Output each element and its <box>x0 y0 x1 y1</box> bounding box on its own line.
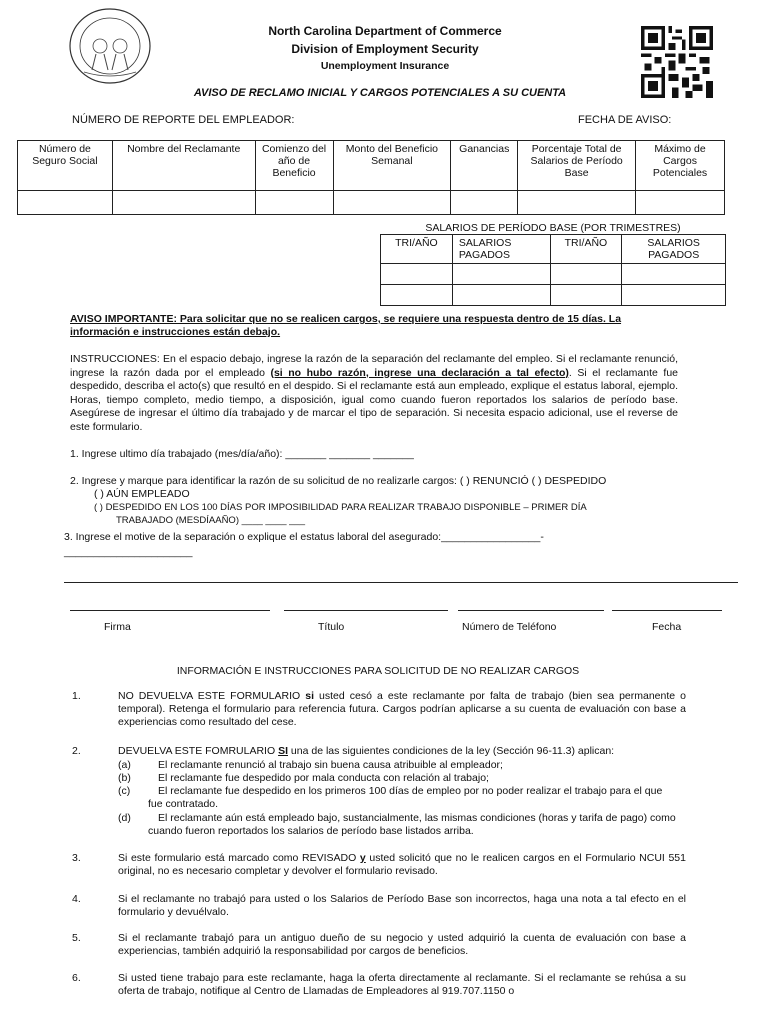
condition-letter: (b) <box>118 772 131 784</box>
col-quarter-year-2: TRI/AÑO <box>550 235 622 264</box>
info-item-number: 1. <box>72 690 81 702</box>
info-item-number: 6. <box>72 972 81 984</box>
phone-line[interactable] <box>458 610 604 611</box>
condition-text: El reclamante fue despedido en los primeros 100 días de empleo por no poder realizar el trabajo para el que fue contratado. <box>148 785 663 810</box>
col-claimant-name: Nombre del Reclamante <box>112 141 255 191</box>
dept-title: North Carolina Department of Commerce <box>268 24 502 38</box>
date-label: Fecha <box>652 621 682 633</box>
condition-letter: (c) <box>118 785 131 797</box>
separation-reason-line[interactable] <box>64 582 738 583</box>
col-benefit-year-begin: Comienzo del año de Beneficio <box>255 141 333 191</box>
info-item-3: Si este formulario está marcado como REVISADO y usted solicitó que no le realicen cargos en el Formulario NCUI 551 original, no es necesario completar y devolver el formulario revisado. <box>118 852 686 877</box>
instructions-part-c: . Si el reclamante fue despedido, describa el acto(s) que resultó en el despido. Si el reclamante está aun empleado, explique el estatus laboral, ejemplo. Horas, tiempo completo, medio tiempo, a disposición, igual como cuando fueron reportados los salarios de período base. Asegúrese de ingresar el último día trabajado y de marcar el tipo de separación. Si necesita espacio adicional, use el reverse de este formulario. <box>70 366 678 433</box>
info-section-title: INFORMACIÓN E INSTRUCCIONES PARA SOLICITUD DE NO REALIZAR CARGOS <box>176 665 580 677</box>
cell-wage[interactable] <box>550 285 622 306</box>
still-employed-option[interactable]: ( ) AÚN EMPLEADO <box>94 488 190 500</box>
col-wages-paid-1: SALARIOS PAGADOS <box>452 235 550 264</box>
info-item-1: NO DEVUELVA ESTE FORMULARIO si usted cesó a este reclamante por falta de trabajo (bien sea permanente o temporal). Retenga el formulario para referencia futura. Cargos podrían aplicarse a su cuenta de evaluación con base a experiencias como resultado del cese. <box>118 690 686 728</box>
cell-wage[interactable] <box>622 264 726 285</box>
cell-wage[interactable] <box>622 285 726 306</box>
condition-text: El reclamante renunció al trabajo sin buena causa atribuible al empleador; <box>158 759 503 771</box>
cell-earnings[interactable] <box>451 191 518 215</box>
cell-wage[interactable] <box>550 264 622 285</box>
cell-claimant-name[interactable] <box>112 191 255 215</box>
question-2 <box>70 475 606 527</box>
question-1: 1. Ingrese ultimo día trabajado (mes/día/año): _______ _______ _______ <box>70 448 414 460</box>
title-line[interactable] <box>284 610 448 611</box>
claim-table <box>17 140 725 215</box>
cell-wage[interactable] <box>452 264 550 285</box>
col-max-charges: Máximo de Cargos Potenciales <box>636 141 725 191</box>
cell-weekly-benefit[interactable] <box>333 191 451 215</box>
form-title: AVISO DE RECLAMO INICIAL Y CARGOS POTENCIALES A SU CUENTA <box>193 87 567 99</box>
cell-max-charges[interactable] <box>636 191 725 215</box>
info-item-4: Si el reclamante no trabajó para usted o los Salarios de Período Base son incorrectos, haga una nota a tal efecto en el formulario y devuélvalo. <box>118 893 686 918</box>
col-ssn: Número de Seguro Social <box>18 141 113 191</box>
col-base-period-pct: Porcentaje Total de Salarios de Período Base <box>518 141 636 191</box>
condition-text: El reclamante aún está empleado bajo, sustancialmente, las mismas condiciones (horas y tarifa de pago) como cuando fueron reportados los salarios de período base listados arriba. <box>148 812 676 837</box>
condition-letter: (d) <box>118 812 131 824</box>
important-notice-line2: información e instrucciones están debajo. <box>70 326 281 338</box>
nc-state-seal <box>62 6 158 86</box>
question-3-continued[interactable]: ______________________ <box>64 546 193 558</box>
cell-wage[interactable] <box>381 264 453 285</box>
discharged-100-days-option[interactable]: ( ) DESPEDIDO EN LOS 100 DÍAS POR IMPOSIBILIDAD PARA REALIZAR TRABAJO DISPONIBLE – PRIMER DÍA <box>94 502 587 513</box>
question-2-text: 2. Ingrese y marque para identificar la razón de su solicitud de no realizarle cargos: ( ) RENUNCIÓ ( ) DESPEDIDO <box>70 475 607 487</box>
question-3: 3. Ingrese el motive de la separación o explique el estatus laboral del asegurado:_________________- <box>64 531 544 543</box>
cell-ssn[interactable] <box>18 191 113 215</box>
program-title: Unemployment Insurance <box>320 60 450 72</box>
instructions-text <box>70 353 678 434</box>
info-item-number: 5. <box>72 932 81 944</box>
wages-table <box>380 234 726 306</box>
first-day-worked-field[interactable]: TRABAJADO (MESDÍAAÑO) ____ ____ ___ <box>116 515 306 526</box>
info-item-2: DEVUELVA ESTE FOMRULARIO SI una de las siguientes condiciones de la ley (Sección 96-11.3) aplican: <box>118 745 615 757</box>
info-item-number: 4. <box>72 893 81 905</box>
col-earnings: Ganancias <box>451 141 518 191</box>
condition-letter: (a) <box>118 759 131 771</box>
condition-text: El reclamante fue despedido por mala conducta con relación al trabajo; <box>158 772 489 784</box>
cell-wage[interactable] <box>381 285 453 306</box>
division-title: Division of Employment Security <box>291 42 479 56</box>
info-item-6: Si usted tiene trabajo para este reclamante, haga la oferta directamente al reclamante. Si el reclamante se rehúsa a su oferta de trabajo, notifique al Centro de Llamadas de Empleadores al 919.707.1150 o <box>118 972 686 997</box>
signature-label: Firma <box>104 621 131 633</box>
info-item-number: 3. <box>72 852 81 864</box>
cell-wage[interactable] <box>452 285 550 306</box>
cell-benefit-year-begin[interactable] <box>255 191 333 215</box>
date-line[interactable] <box>612 610 722 611</box>
important-notice <box>70 313 621 339</box>
info-item-5: Si el reclamante trabajó para un antiguo dueño de su negocio y usted adquirió la cuenta de evaluación con base a experiencias, también adquirió la responsabilidad por cargos de beneficios. <box>118 932 686 957</box>
important-notice-line1: AVISO IMPORTANTE: Para solicitar que no se realicen cargos, se requiere una respuesta dentro de 15 días. La <box>70 313 622 325</box>
title-label: Título <box>318 621 345 633</box>
instructions-part-b: (si no hubo razón, ingrese una declaración a tal efecto) <box>270 366 569 379</box>
info-item-number: 2. <box>72 745 81 757</box>
col-weekly-benefit: Monto del Beneficio Semanal <box>333 141 451 191</box>
signature-line[interactable] <box>70 610 270 611</box>
col-wages-paid-2: SALARIOS PAGADOS <box>622 235 726 264</box>
cell-base-period-pct[interactable] <box>518 191 636 215</box>
notice-date-label: FECHA DE AVISO: <box>578 114 672 126</box>
conditions-list <box>118 759 678 838</box>
phone-label: Número de Teléfono <box>462 621 557 633</box>
col-quarter-year-1: TRI/AÑO <box>381 235 453 264</box>
employer-report-label: NÚMERO DE REPORTE DEL EMPLEADOR: <box>72 114 295 126</box>
wages-table-title: SALARIOS DE PERÍODO BASE (POR TRIMESTRES) <box>425 222 681 234</box>
instructions-part-a: INSTRUCCIONES: En el espacio debajo, ingrese la razón de la separación del reclamante del empleo. Si el reclamante renunció, ingrese la razón dada por el empleado <box>70 353 678 379</box>
